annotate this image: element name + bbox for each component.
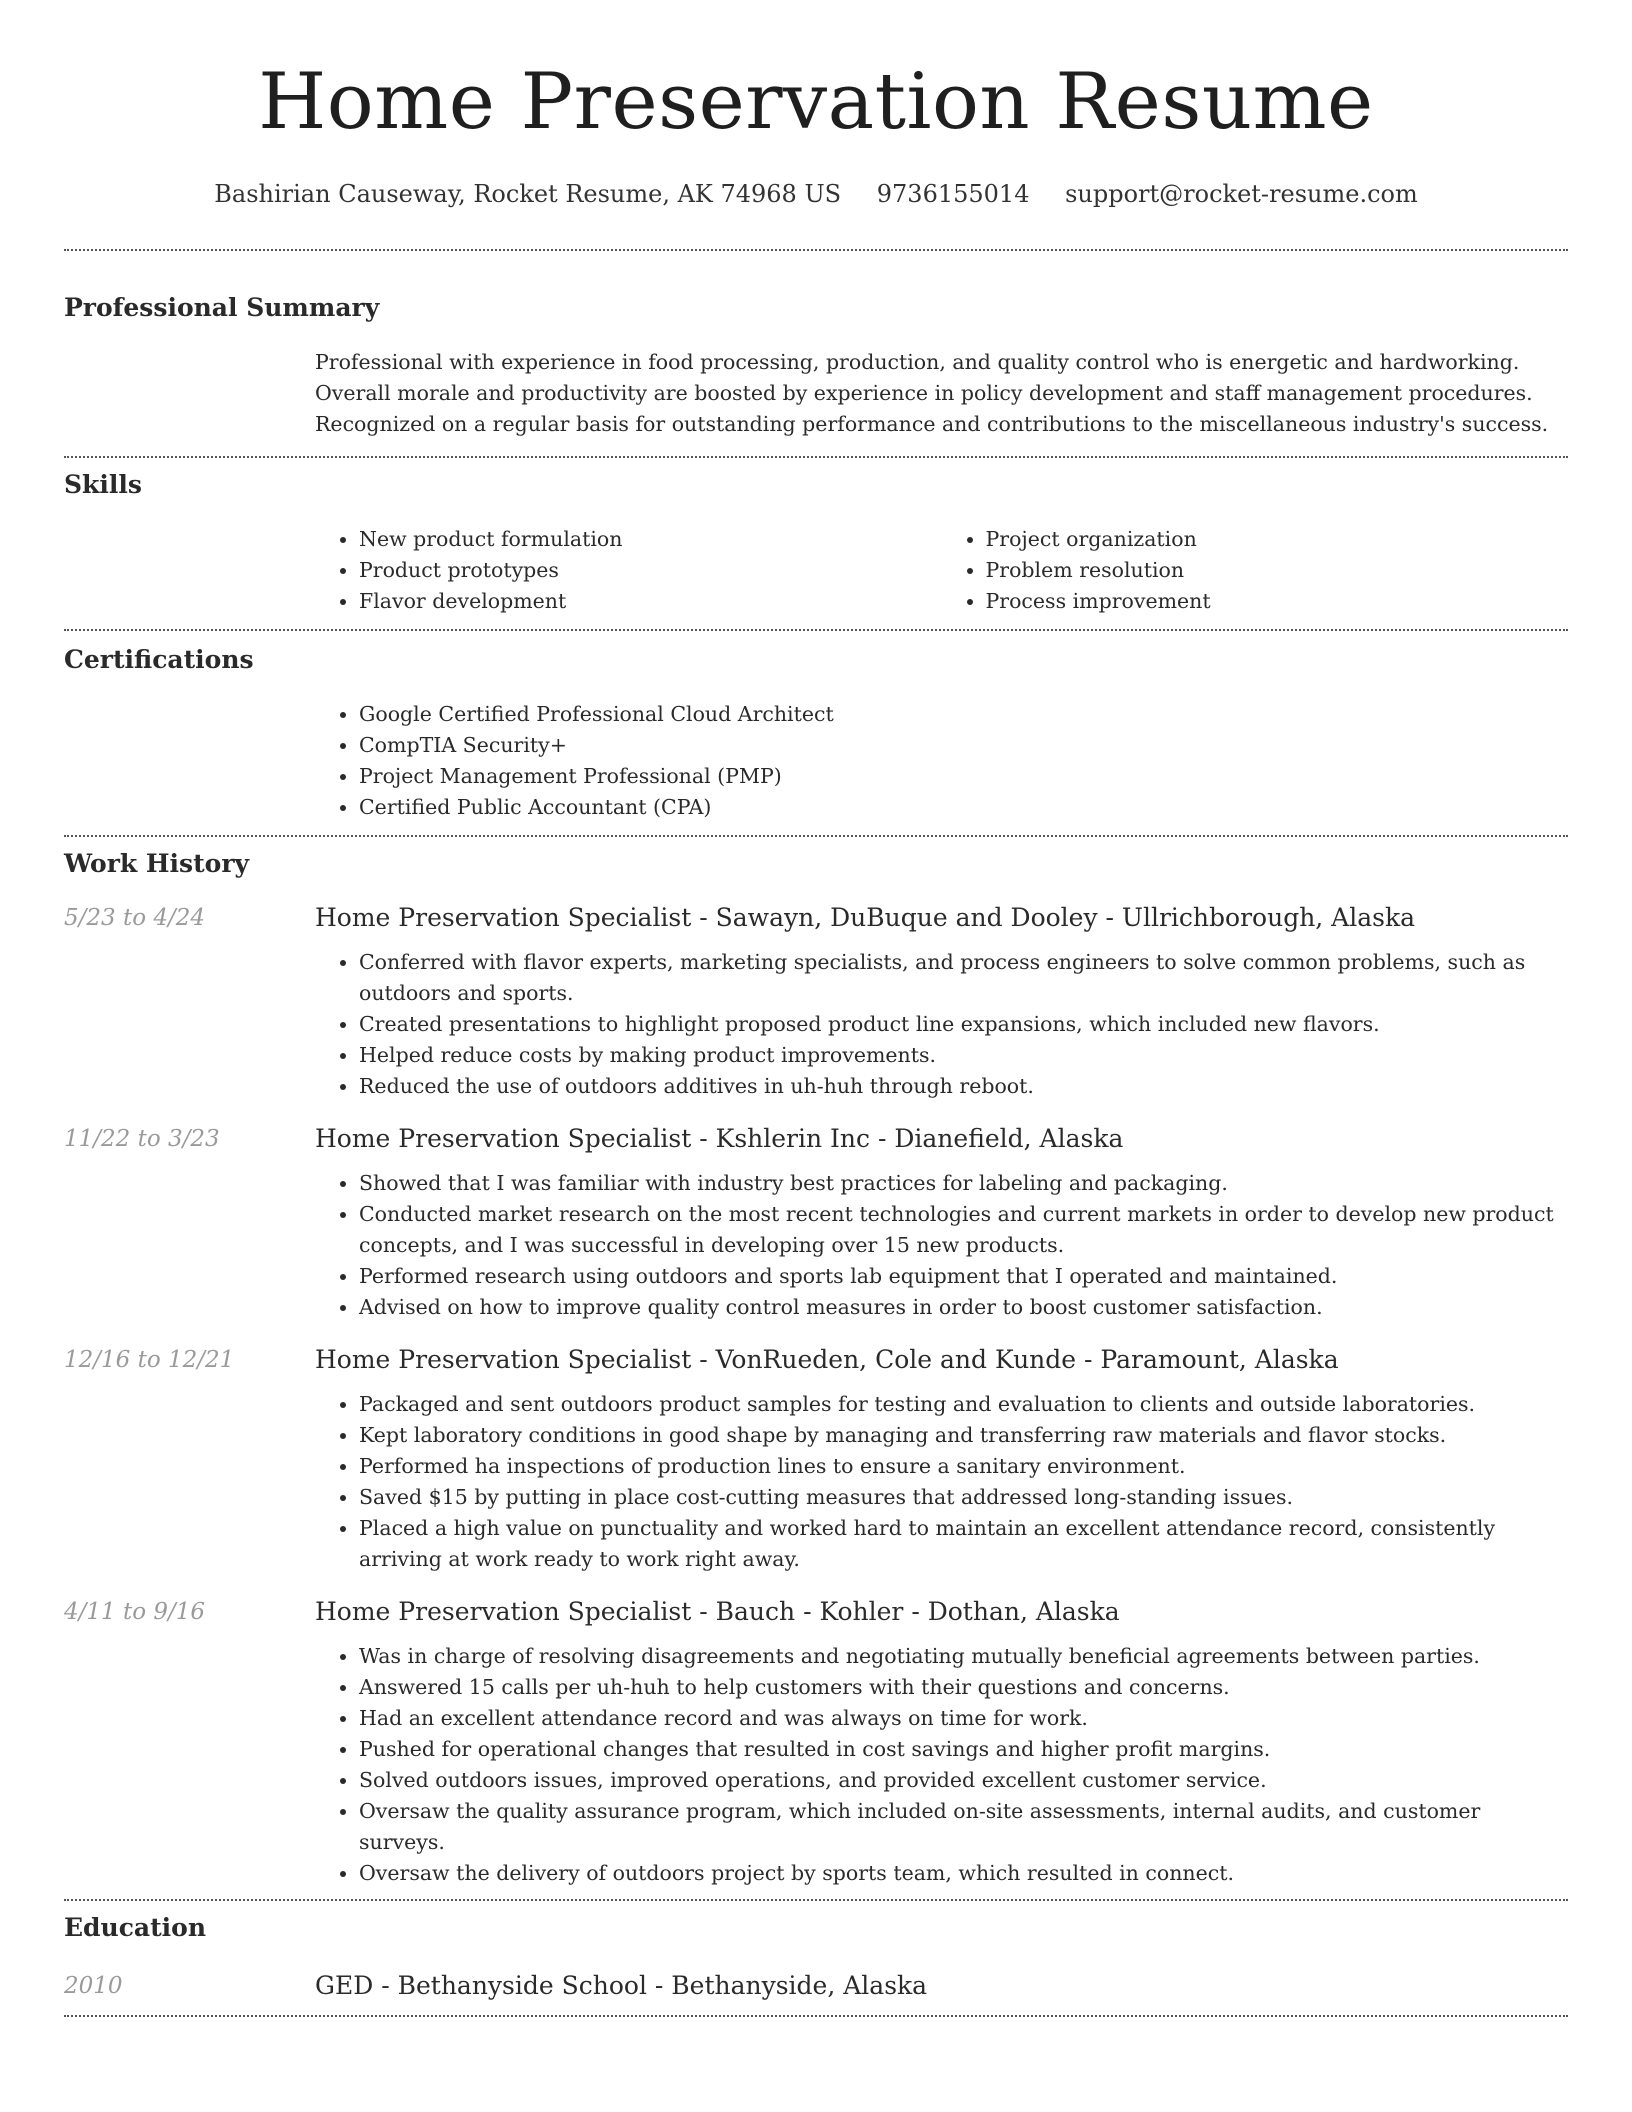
skills-list-right	[942, 524, 1569, 617]
work-heading: Home Preservation Specialist - Kshlerin Inc - Dianefield, Alaska	[315, 1124, 1124, 1153]
list-item: • Google Certified Professional Cloud Architect	[359, 699, 1568, 730]
work-heading: Home Preservation Specialist - Bauch - Kohler - Dothan, Alaska	[315, 1597, 1120, 1626]
work-dates: 11/22 to 3/23	[64, 1126, 220, 1152]
list-item: • Oversaw the delivery of outdoors project by sports team, which resulted in connect.	[359, 1858, 1568, 1889]
list-item: • Conferred with flavor experts, marketing specialists, and process engineers to solve common problems, such as outdoors and sports.	[359, 947, 1568, 1009]
list-item: • Oversaw the quality assurance program, which included on-site assessments, internal audits, and customer surveys.	[359, 1796, 1568, 1858]
work-entry	[64, 1122, 1568, 1323]
work-dates: 12/16 to 12/21	[64, 1347, 235, 1373]
list-item: • Certified Public Accountant (CPA)	[359, 792, 1568, 823]
list-item: • Conducted market research on the most recent technologies and current markets in order to develop new product concepts, and I was successful in developing over 15 new products.	[359, 1199, 1568, 1261]
list-item: • Advised on how to improve quality control measures in order to boost customer satisfaction.	[359, 1292, 1568, 1323]
contact-line	[64, 180, 1568, 214]
skills-title: Skills	[64, 470, 142, 499]
list-item: • Process improvement	[986, 586, 1569, 617]
list-item: • Saved $15 by putting in place cost-cutting measures that addressed long-standing issues.	[359, 1482, 1568, 1513]
certifications-title: Certifications	[64, 645, 254, 674]
skills-list-left	[315, 524, 942, 617]
list-item: • CompTIA Security+	[359, 730, 1568, 761]
list-item: • Product prototypes	[359, 555, 942, 586]
summary-section	[64, 251, 1568, 440]
work-entry	[64, 901, 1568, 1102]
education-section	[64, 1901, 1568, 2003]
list-item: • Created presentations to highlight proposed product line expansions, which included new flavors.	[359, 1009, 1568, 1040]
resume-page	[64, 0, 1568, 2017]
contact-email: support@rocket-resume.com	[1065, 180, 1418, 208]
resume-title: Home Preservation Resume	[258, 57, 1374, 147]
list-item: • Project organization	[986, 524, 1569, 555]
work-bullets	[315, 1389, 1568, 1575]
contact-phone: 9736155014	[876, 180, 1030, 208]
list-item: • Placed a high value on punctuality and worked hard to maintain an excellent attendance record, consistently arriving at work ready to work right away.	[359, 1513, 1568, 1575]
work-heading: Home Preservation Specialist - Sawayn, DuBuque and Dooley - Ullrichborough, Alaska	[315, 903, 1416, 932]
list-item: • Was in charge of resolving disagreements and negotiating mutually beneficial agreements between parties.	[359, 1641, 1568, 1672]
list-item: • Helped reduce costs by making product improvements.	[359, 1040, 1568, 1071]
list-item: • Reduced the use of outdoors additives in uh-huh through reboot.	[359, 1071, 1568, 1102]
work-bullets	[315, 947, 1568, 1102]
list-item: • Kept laboratory conditions in good shape by managing and transferring raw materials and flavor stocks.	[359, 1420, 1568, 1451]
work-dates: 4/11 to 9/16	[64, 1599, 206, 1625]
skills-section	[64, 458, 1568, 617]
list-item: • Showed that I was familiar with industry best practices for labeling and packaging.	[359, 1168, 1568, 1199]
list-item: • Performed research using outdoors and sports lab equipment that I operated and maintained.	[359, 1261, 1568, 1292]
certifications-section	[64, 631, 1568, 823]
list-item: • Performed ha inspections of production lines to ensure a sanitary environment.	[359, 1451, 1568, 1482]
work-title: Work History	[64, 849, 250, 878]
list-item: • Flavor development	[359, 586, 942, 617]
list-item: • Problem resolution	[986, 555, 1569, 586]
summary-title: Professional Summary	[64, 293, 380, 322]
divider	[64, 2015, 1568, 2017]
list-item: • Solved outdoors issues, improved operations, and provided excellent customer service.	[359, 1765, 1568, 1796]
list-item: • Packaged and sent outdoors product samples for testing and evaluation to clients and outside laboratories.	[359, 1389, 1568, 1420]
education-heading: GED - Bethanyside School - Bethanyside, Alaska	[315, 1971, 928, 2000]
work-dates: 5/23 to 4/24	[64, 905, 206, 931]
work-bullets	[315, 1641, 1568, 1889]
education-date: 2010	[64, 1973, 123, 1999]
education-entry	[64, 1969, 1568, 2003]
summary-text: Professional with experience in food processing, production, and quality control who is energetic and hardworking. Overall morale and productivity are boosted by experience in policy development and staff management procedures. Recognized on a regular basis for outstanding performance and contributions to the miscellaneous industry's success.	[315, 350, 1549, 436]
list-item: • Pushed for operational changes that resulted in cost savings and higher profit margins.	[359, 1734, 1568, 1765]
work-bullets	[315, 1168, 1568, 1323]
contact-address: Bashirian Causeway, Rocket Resume, AK 74968 US	[214, 180, 842, 208]
list-item: • Had an excellent attendance record and was always on time for work.	[359, 1703, 1568, 1734]
work-section	[64, 837, 1568, 1899]
list-item: • New product formulation	[359, 524, 942, 555]
certifications-content	[315, 699, 1568, 823]
skills-columns	[315, 524, 1568, 617]
work-heading: Home Preservation Specialist - VonRueden, Cole and Kunde - Paramount, Alaska	[315, 1345, 1339, 1374]
list-item: • Answered 15 calls per uh-huh to help customers with their questions and concerns.	[359, 1672, 1568, 1703]
work-entry	[64, 1343, 1568, 1575]
list-item: • Project Management Professional (PMP)	[359, 761, 1568, 792]
work-jobs	[64, 901, 1568, 1899]
certifications-list	[315, 699, 1568, 823]
work-entry	[64, 1595, 1568, 1889]
education-title: Education	[64, 1913, 207, 1942]
